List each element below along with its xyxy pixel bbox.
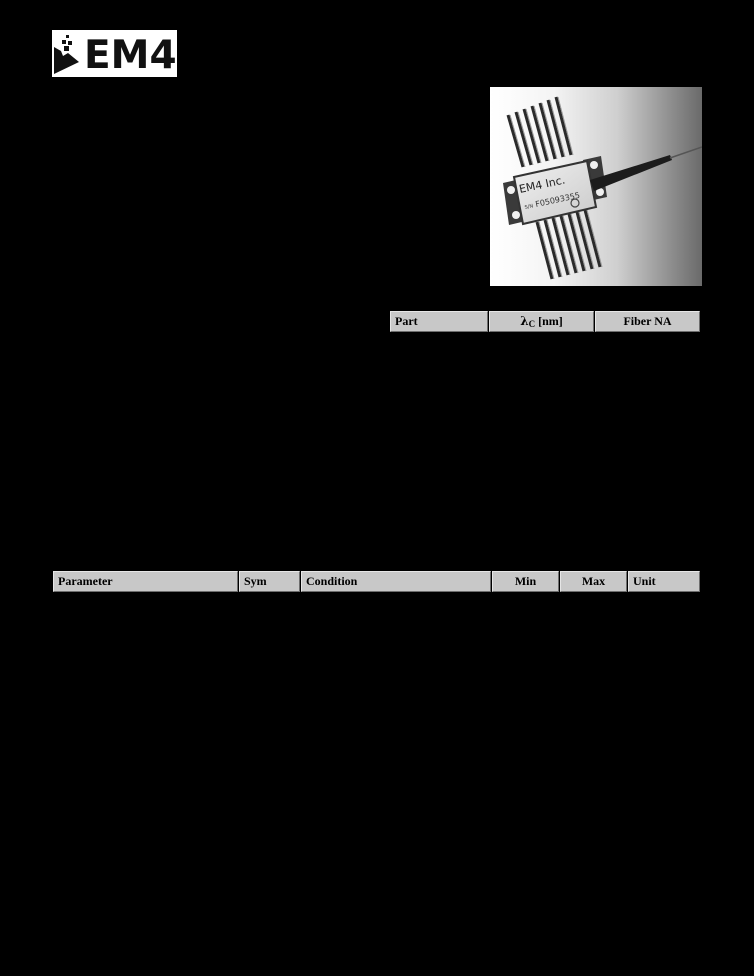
parameters-table	[52, 570, 701, 593]
company-logo	[52, 30, 177, 77]
params-table-header-row	[53, 571, 700, 592]
product-label-company: EM4 Inc.	[517, 173, 567, 196]
params-col-parameter: Parameter	[53, 571, 238, 592]
product-label-sn-prefix: S/N	[524, 203, 534, 211]
lambda-symbol: λ	[520, 314, 529, 328]
params-col-unit: Unit	[628, 571, 700, 592]
params-col-min: Min	[492, 571, 559, 592]
product-label-sn: F05093355	[534, 190, 581, 209]
parts-table	[389, 310, 701, 333]
logo-wordmark: EM4	[84, 33, 177, 78]
parts-col-fiber-na: Fiber NA	[595, 311, 700, 332]
lambda-subscript: C	[528, 319, 536, 329]
params-col-max: Max	[560, 571, 627, 592]
parts-col-part: Part	[390, 311, 488, 332]
parts-table-header-row	[390, 311, 700, 332]
params-col-sym: Sym	[239, 571, 300, 592]
params-col-condition: Condition	[301, 571, 491, 592]
product-photo	[490, 87, 702, 286]
wavelength-unit: [nm]	[535, 314, 563, 328]
em4-logo-mark-icon	[52, 32, 82, 76]
parts-col-wavelength	[489, 311, 594, 332]
